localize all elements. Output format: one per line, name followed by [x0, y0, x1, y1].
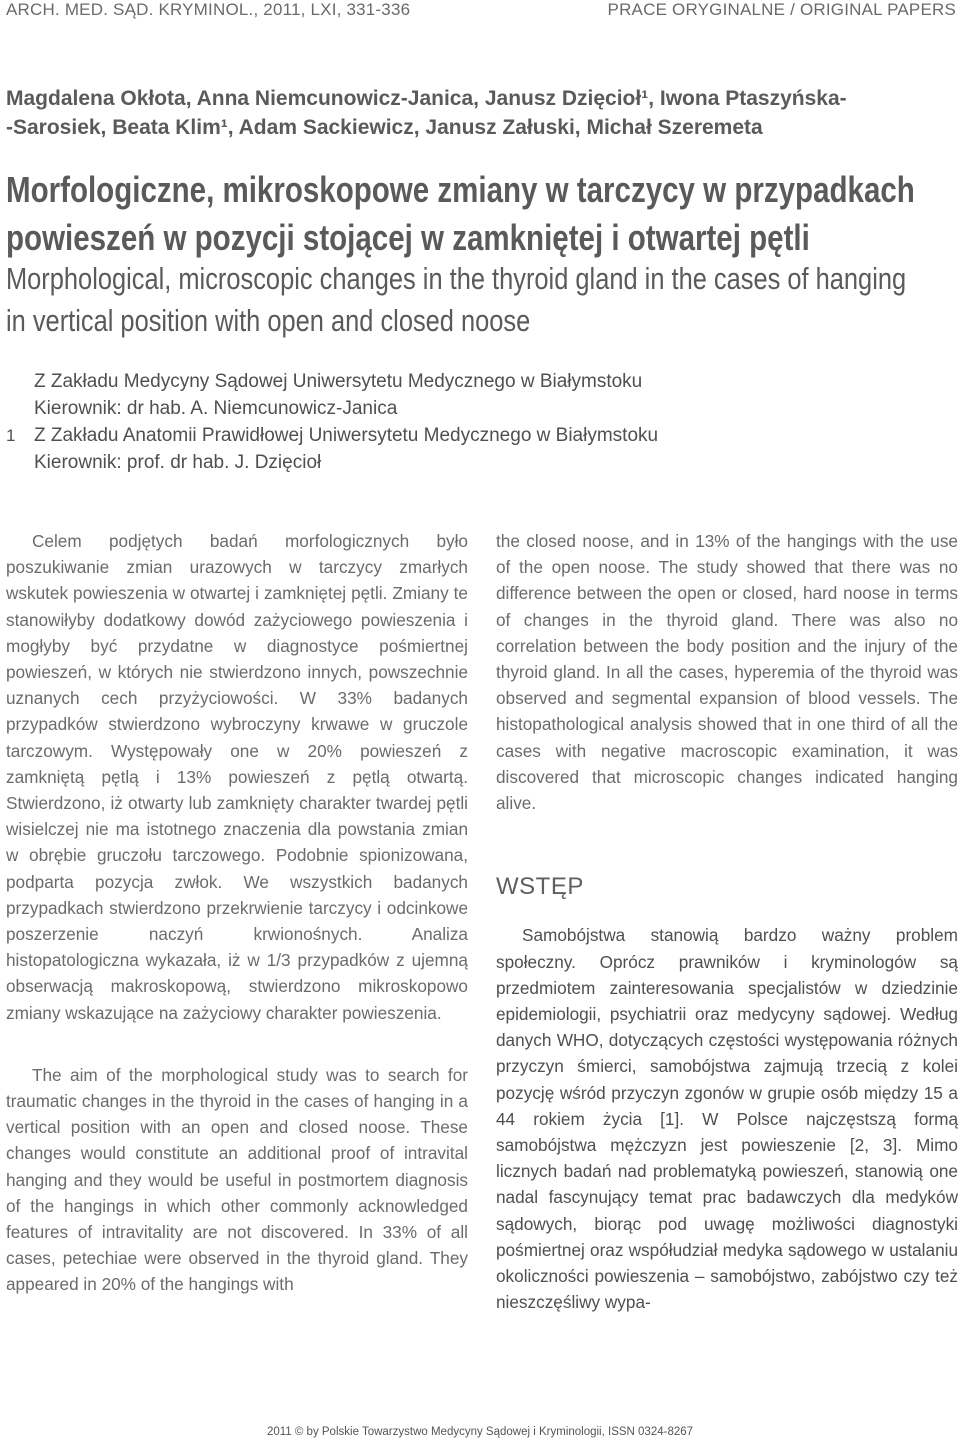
affiliations: [6, 368, 956, 476]
affiliation-item: [6, 368, 956, 422]
abstract-english: The aim of the morphological study was to search for traumatic changes in the thyroid in the cases of hanging in a vertical position with an open and closed noose. These changes would constitute an additional proof of intravital hanging and they would be useful in postmortem diagnosis of the hangings in which other commonly acknowledged features of intravitality are not discovered. In 33% of all cases, petechiae were observed in the thyroid gland. They appeared in 20% of the hangings with: [6, 1064, 468, 1295]
running-header: [6, 0, 956, 30]
author-list: [6, 84, 956, 142]
abstract-polish: Celem podjętych badań morfologicznych było poszukiwanie zmian urazowych w tarczycy zmarłych wskutek powieszenia w otwartej i zamkniętej pętli. Zmiany te stanowiłyby dodatkowy dowód zażyciowego powieszenia i mogłyby być przydatne w diagnostyce pośmiertnej powieszeń, w których nie stwierdzono innych, powszechnie uznanych cech przyżyciowości. W 33% badanych przypadków stwierdzono wybroczyny krwawe w gruczole tarczowym. Występowały one w 20% powieszeń z zamkniętą pętlą i 13% powieszeń z pętlą otwartą. Stwierdzono, iż otwarty lub zamknięty charakter twardej pętli wisielczej nie ma istotnego znaczenia dla powstania zmian w obrębie gruczołu tarczowego. Podobnie spionizowana, podparta pozycja zwłok. We wszystkich badanych przypadkach stwierdzono przekrwienie tarczycy i odcinkowe poszerzenie naczyń krwionośnych. Analiza histopatologiczna wykazała, iż w 1/3 przypadków z ujemną obserwacją makroskopową, stwierdzono mikroskopowo zmiany wskazujące na zażyciowy charakter powieszenia.: [6, 531, 468, 1023]
section-heading: WSTĘP: [496, 873, 584, 901]
abstract-english-continued: the closed noose, and in 13% of the hangings with the use of the open noose. The study showed that there was no difference between the open or closed, hard noose in terms of changes in the thyroid gland. There was also no correlation between the body position and the injury of the thyroid gland. In all the cases, hyperemia of the thyroid was observed and segmental expansion of blood vessels. The histopathological analysis showed that in one third of all the cases with negative macroscopic examination, it was discovered that microscopic changes indicated hanging alive.: [496, 531, 958, 814]
right-column: [496, 528, 958, 1315]
affiliation-item: [6, 422, 956, 476]
journal-citation: ARCH. MED. SĄD. KRYMINOL., 2011, LXI, 331-336: [6, 0, 411, 19]
title-line: powieszeń w pozycji stojącej w zamkniętej i otwartej pętli: [6, 217, 810, 258]
affiliation-name: Z Zakładu Medycyny Sądowej Uniwersytetu Medycznego w Białymstoku: [34, 371, 643, 392]
title-polish: [6, 166, 957, 262]
left-column: [6, 528, 468, 1298]
affiliation-marker: 1: [6, 426, 16, 445]
page-footer: 2011 © by Polskie Towarzystwo Medycyny Sądowej i Kryminologii, ISSN 0324-8267: [266, 1426, 694, 1438]
title-line: Morfologiczne, mikroskopowe zmiany w tarczycy w przypadkach: [6, 169, 915, 210]
author-line: Magdalena Okłota, Anna Niemcunowicz-Janica, Janusz Dzięcioł¹, Iwona Ptaszyńska-: [6, 87, 847, 110]
title-line: in vertical position with open and closed noose: [6, 303, 531, 338]
title-line: Morphological, microscopic changes in the thyroid gland in the cases of hanging: [6, 261, 907, 296]
title-english: [6, 258, 908, 342]
affiliation-head: Kierownik: prof. dr hab. J. Dzięcioł: [34, 452, 322, 473]
affiliation-name: Z Zakładu Anatomii Prawidłowej Uniwersytetu Medycznego w Białymstoku: [34, 425, 659, 446]
paper-section-label: PRACE ORYGINALNE / ORIGINAL PAPERS: [607, 0, 956, 19]
author-line: -Sarosiek, Beata Klim¹, Adam Sackiewicz, Janusz Załuski, Michał Szeremeta: [6, 116, 763, 139]
affiliation-head: Kierownik: dr hab. A. Niemcunowicz-Janica: [34, 398, 398, 419]
intro-paragraph: Samobójstwa stanowią bardzo ważny problem społeczny. Oprócz prawników i kryminologów są przedmiotem zainteresowania specjalistów w dziedzinie epidemiologii, psychiatrii oraz medycyny sądowej. Według danych WHO, dotyczących częstości występowania różnych przyczyn śmierci, samobójstwa zajmują trzecią z kolei pozycję wśród przyczyn zgonów w grupie osób między 15 a 44 rokiem życia [1]. W Polsce najczęstszą formą samobójstwa mężczyzn jest powieszenie [2, 3]. Mimo licznych badań nad problematyką powieszeń, stanowią one nadal fascynujący temat prac badawczych dla medyków sądowych, biorąc pod uwagę możliwości diagnostyki pośmiertnej oraz współudział medyka sądowego w ustalaniu okoliczności powieszenia – samobójstwo, zabójstwo czy też nieszczęśliwy wypa-: [496, 925, 958, 1313]
